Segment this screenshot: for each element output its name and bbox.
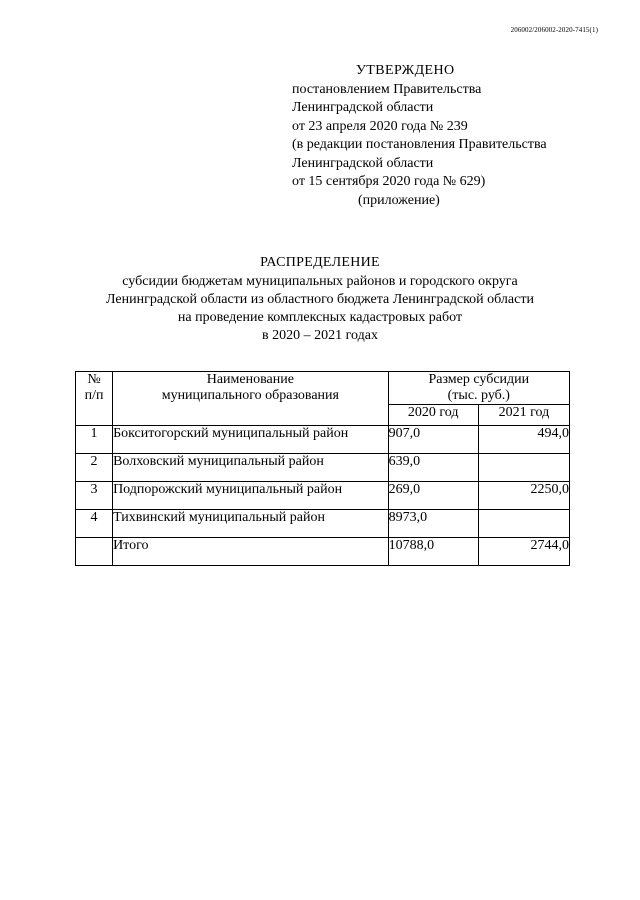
- row-name: Тихвинский муниципальный район: [113, 510, 389, 538]
- table-total-row: [76, 538, 570, 566]
- row-name: Бокситогорский муниципальный район: [113, 426, 389, 454]
- row-name: Итого: [113, 538, 389, 566]
- header-num-line: №: [87, 372, 101, 387]
- row-num: 2: [76, 454, 113, 482]
- row-num: 4: [76, 510, 113, 538]
- row-num: 3: [76, 482, 113, 510]
- document-heading: [0, 254, 640, 345]
- approval-line: постановлением Правительства: [292, 81, 482, 97]
- table-row: [76, 482, 570, 510]
- row-name: Подпорожский муниципальный район: [113, 482, 389, 510]
- approval-block: [292, 62, 612, 210]
- heading-line: субсидии бюджетам муниципальных районов и городского округа: [122, 274, 518, 289]
- approval-appendix: (приложение): [358, 192, 440, 208]
- row-value-2020: 8973,0: [388, 510, 478, 538]
- row-value-2020: 269,0: [388, 482, 478, 510]
- row-value-2021: 2744,0: [478, 538, 569, 566]
- row-value-2021: [478, 454, 569, 482]
- row-value-2021: [478, 510, 569, 538]
- table-row: [76, 426, 570, 454]
- header-size: [388, 372, 569, 405]
- approval-line: Ленинградской области: [292, 155, 434, 171]
- approval-line: Ленинградской области: [292, 100, 434, 115]
- header-num: [76, 372, 113, 426]
- table-row: [76, 510, 570, 538]
- heading-line: Ленинградской области из областного бюджета Ленинградской области: [106, 292, 534, 307]
- header-year-2021: 2021 год: [478, 405, 569, 426]
- header-size-line: (тыс. руб.): [447, 388, 510, 403]
- table-header-row: [76, 372, 570, 405]
- table-row: [76, 454, 570, 482]
- row-value-2020: 10788,0: [388, 538, 478, 566]
- row-name: Волховский муниципальный район: [113, 454, 389, 482]
- row-num: 1: [76, 426, 113, 454]
- approval-line: (в редакции постановления Правительства: [292, 137, 547, 152]
- header-size-line: Размер субсидии: [428, 372, 530, 387]
- approval-line: от 23 апреля 2020 года № 239: [292, 118, 468, 134]
- heading-line: на проведение комплексных кадастровых работ: [177, 310, 463, 325]
- row-value-2021: 2250,0: [478, 482, 569, 510]
- document-title: РАСПРЕДЕЛЕНИЕ: [260, 255, 380, 270]
- subsidy-table: [75, 371, 570, 566]
- heading-line: в 2020 – 2021 годах: [262, 328, 378, 343]
- row-num: [76, 538, 113, 566]
- header-name: [113, 372, 389, 426]
- row-value-2020: 639,0: [388, 454, 478, 482]
- approval-line: от 15 сентября 2020 года № 629): [292, 174, 486, 189]
- row-value-2021: 494,0: [478, 426, 569, 454]
- header-num-line: п/п: [84, 388, 104, 403]
- header-name-line: муниципального образования: [161, 388, 339, 403]
- approval-head: УТВЕРЖДЕНО: [356, 63, 455, 78]
- header-year-2020: 2020 год: [388, 405, 478, 426]
- document-id: 206002/206002-2020-7415(1): [510, 26, 598, 34]
- row-value-2020: 907,0: [388, 426, 478, 454]
- header-name-line: Наименование: [206, 372, 294, 387]
